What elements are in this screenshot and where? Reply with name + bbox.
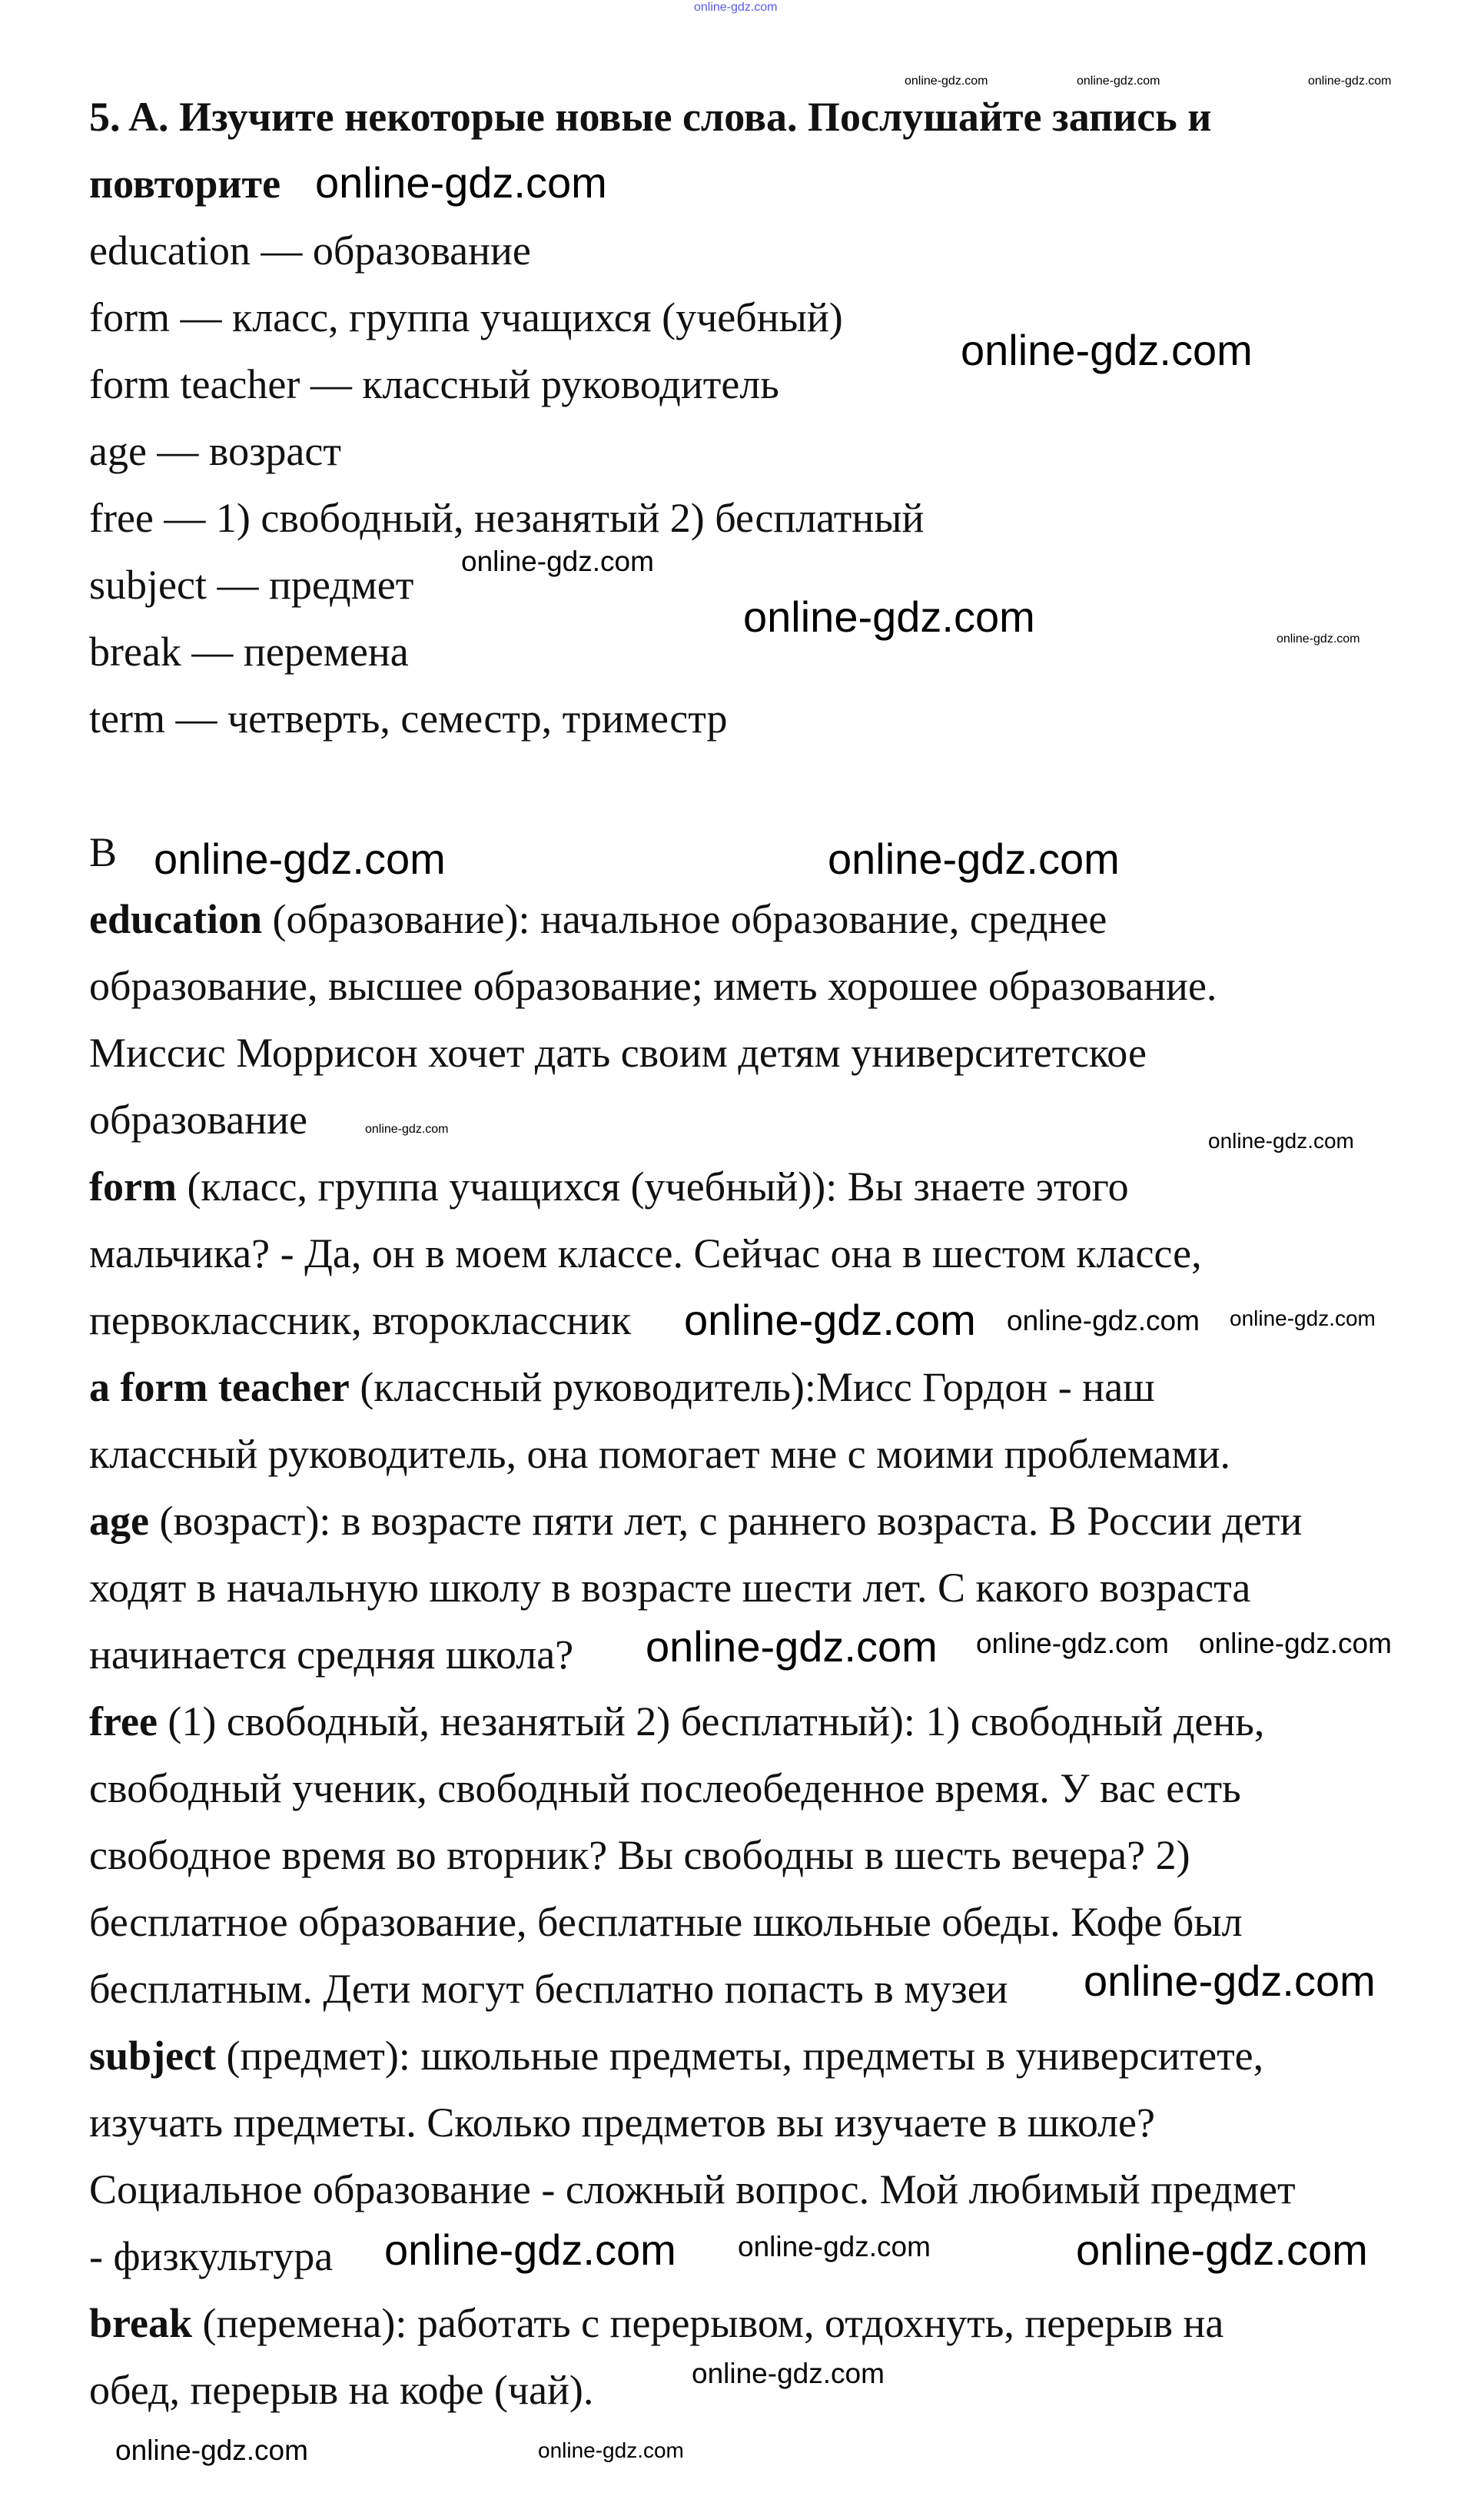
watermark-text: online-gdz.com — [646, 1622, 938, 1671]
watermark-text: online-gdz.com — [828, 835, 1120, 883]
watermark-text: online-gdz.com — [905, 75, 988, 88]
watermark-text: online-gdz.com — [692, 2358, 885, 2389]
watermark-text: online-gdz.com — [315, 158, 607, 207]
watermark-text: online-gdz.com — [1308, 75, 1392, 88]
watermark-text: online-gdz.com — [1277, 632, 1360, 646]
section-b-line — [89, 2290, 1426, 2357]
line-text: бесплатным. Дети могут бесплатно попасть в музеи — [89, 1966, 1008, 2012]
section-b-line — [89, 2089, 1426, 2156]
section-b-line — [89, 1555, 1426, 1621]
line-text: первоклассник, второклассник — [89, 1297, 632, 1343]
watermark-text: online-gdz.com — [694, 1, 778, 14]
headword: age — [89, 1498, 149, 1544]
section-b-line — [89, 953, 1426, 1020]
blank-line — [89, 752, 1426, 819]
section-b-line — [89, 1153, 1426, 1220]
section-b-line — [89, 886, 1426, 953]
headword: education — [89, 896, 263, 942]
section-b-line — [89, 1020, 1426, 1087]
line-text: (1) свободный, незанятый 2) бесплатный): 1) свободный день, — [157, 1698, 1265, 1744]
vocabulary-item: break — перемена — [89, 629, 409, 675]
watermark-text: online-gdz.com — [743, 592, 1035, 641]
line-text: (предмет): школьные предметы, предметы в университете, — [215, 2033, 1264, 2079]
watermark-text: online-gdz.com — [1208, 1129, 1354, 1153]
watermark-text: online-gdz.com — [384, 2226, 676, 2274]
section-b-label: B — [89, 829, 118, 875]
watermark-text: online-gdz.com — [1084, 1957, 1376, 2005]
section-b-line — [89, 1688, 1426, 1755]
section-b-line — [89, 2156, 1426, 2223]
section-b-line — [89, 1421, 1426, 1488]
watermark-text: online-gdz.com — [1230, 1306, 1376, 1330]
line-text: обед, перерыв на кофе (чай). — [89, 2367, 594, 2413]
line-text: изучать предметы. Сколько предметов вы изучаете в школе? — [89, 2099, 1155, 2146]
task-title-line: повторите — [89, 161, 281, 207]
line-text: (класс, группа учащихся (учебный)): Вы знаете этого — [176, 1163, 1129, 1210]
headword: subject — [89, 2033, 216, 2079]
document-body — [89, 84, 1426, 2424]
line-text: ходят в начальную школу в возрасте шести лет. С какого возраста — [89, 1565, 1251, 1611]
watermark-text: online-gdz.com — [961, 326, 1253, 374]
vocabulary-item: age — возраст — [89, 428, 341, 474]
line-text: (образование): начальное образование, среднее — [262, 896, 1107, 942]
line-text: бесплатное образование, бесплатные школьные обеды. Кофе был — [89, 1899, 1243, 1945]
line-text: - физкультура — [89, 2233, 334, 2279]
line-text: свободный ученик, свободный послеобеденное время. У вас есть — [89, 1765, 1241, 1811]
section-b-line — [89, 1822, 1426, 1889]
line-text: (классный руководитель):Мисс Гордон - наш — [349, 1364, 1155, 1410]
line-text: (возраст): в возрасте пяти лет, с раннего возраста. В России дети — [148, 1498, 1303, 1544]
vocabulary-item: term — четверть, семестр, триместр — [89, 695, 728, 742]
line-text: Социальное образование - сложный вопрос. Мой любимый предмет — [89, 2166, 1296, 2212]
watermark-text: online-gdz.com — [684, 1296, 976, 1344]
line-text: (перемена): работать с перерывом, отдохнуть, перерыв на — [192, 2300, 1224, 2346]
task-title-line: 5. A. Изучите некоторые новые слова. Послушайте запись и — [89, 94, 1212, 140]
watermark-text: online-gdz.com — [1199, 1628, 1392, 1659]
line-text: образование, высшее образование; иметь хорошее образование. — [89, 963, 1217, 1009]
vocabulary-item: form teacher — классный руководитель — [89, 361, 779, 407]
headword: free — [89, 1698, 158, 1744]
watermark-text: online-gdz.com — [1007, 1305, 1200, 1336]
headword: break — [89, 2300, 193, 2346]
line-text: свободное время во вторник? Вы свободны в шесть вечера? 2) — [89, 1832, 1190, 1878]
section-b-line — [89, 1889, 1426, 1956]
section-b-line — [89, 1488, 1426, 1555]
watermark-text: online-gdz.com — [738, 2231, 931, 2262]
vocabulary-item: free — 1) свободный, незанятый 2) бесплатный — [89, 495, 925, 541]
vocabulary-item: form — класс, группа учащихся (учебный) — [89, 294, 843, 340]
vocabulary-item: education — образование — [89, 227, 531, 274]
watermark-text: online-gdz.com — [976, 1628, 1169, 1659]
section-b-line — [89, 1220, 1426, 1287]
headword: a form teacher — [89, 1364, 350, 1410]
line-text: Миссис Моррисон хочет дать своим детям университетское — [89, 1030, 1147, 1076]
watermark-text: online-gdz.com — [365, 1123, 449, 1136]
watermark-text: online-gdz.com — [461, 546, 654, 577]
line-text: образование — [89, 1097, 307, 1143]
watermark-text: online-gdz.com — [154, 835, 446, 883]
line-text: начинается средняя школа? — [89, 1631, 574, 1678]
vocabulary-item: subject — предмет — [89, 562, 414, 608]
line-text: мальчика? - Да, он в моем классе. Сейчас она в шестом классе, — [89, 1230, 1202, 1276]
watermark-text: online-gdz.com — [115, 2435, 308, 2466]
section-b-line — [89, 1354, 1426, 1421]
watermark-text: online-gdz.com — [1076, 2226, 1368, 2274]
watermark-text: online-gdz.com — [1077, 75, 1160, 88]
section-b-line — [89, 2023, 1426, 2089]
watermark-text: online-gdz.com — [538, 2438, 684, 2462]
line-text: классный руководитель, она помогает мне с моими проблемами. — [89, 1431, 1231, 1477]
section-b-line — [89, 1755, 1426, 1822]
headword: form — [89, 1163, 177, 1210]
